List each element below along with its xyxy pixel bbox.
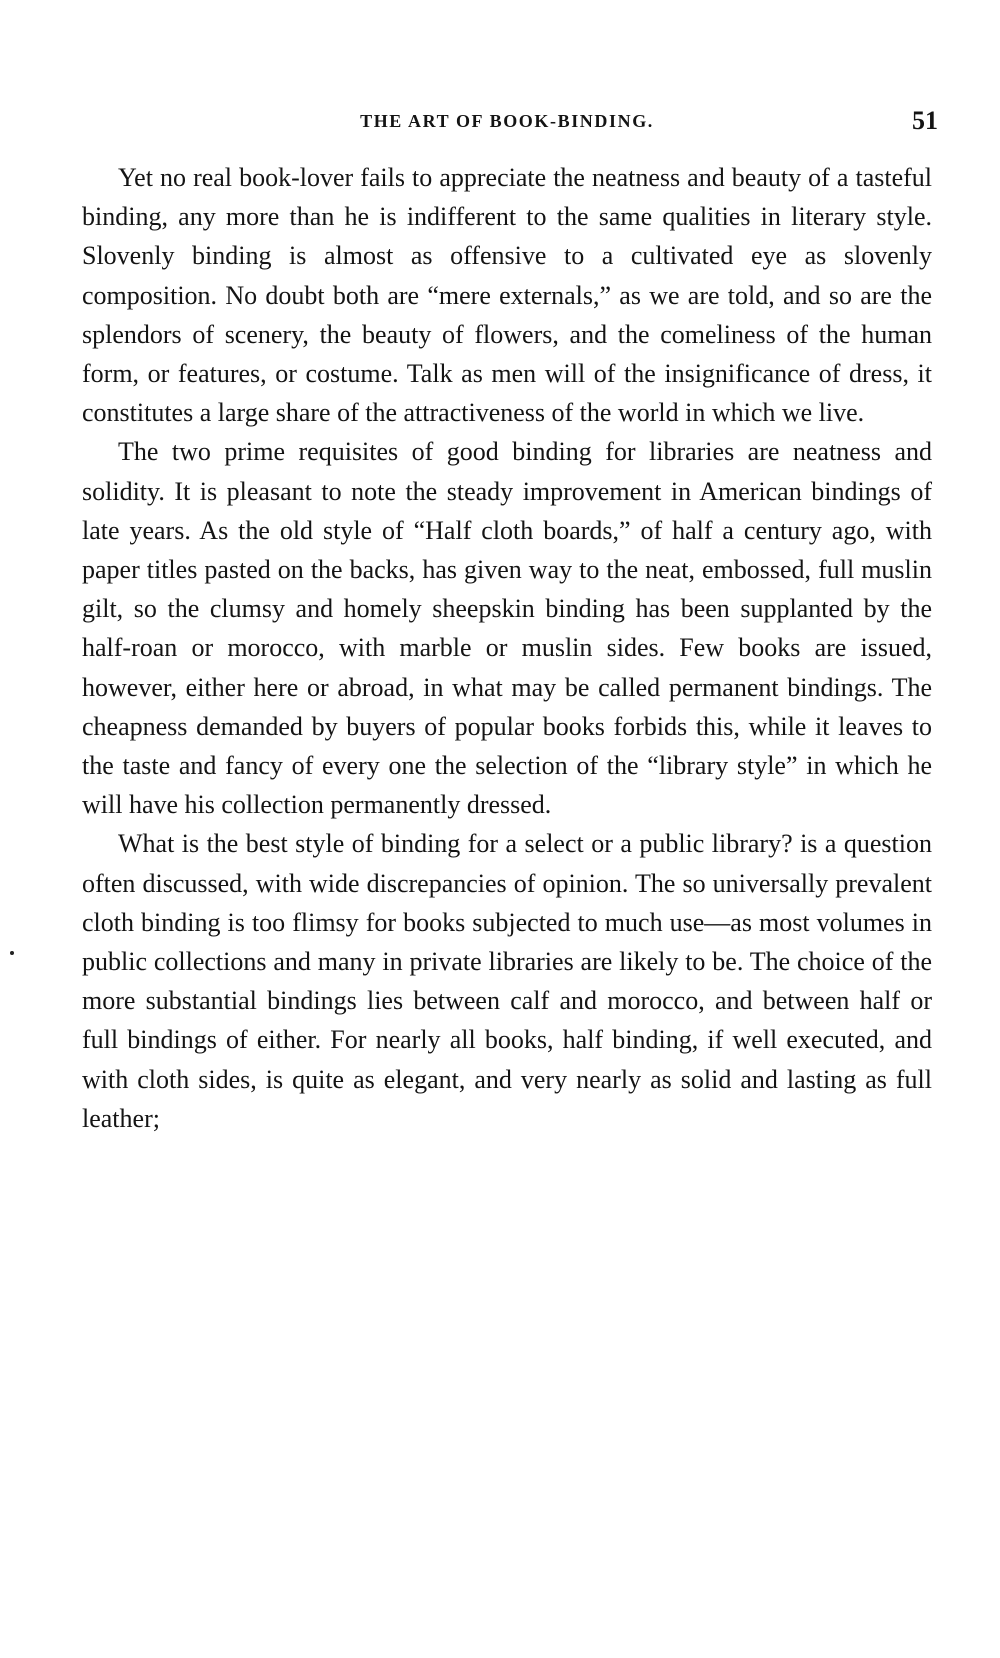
page-number: 51 — [912, 106, 938, 135]
running-head — [82, 104, 938, 138]
paragraph-3: What is the best style of binding for a select or a public library? is a question often discussed, with wide discrepancies of opinion. The so universally prevalent cloth binding is too flimsy for books subjected to much use—as most volumes in public collections and many in private libraries are likely to be. The choice of the more substantial bindings lies between calf and morocco, and between half or full bindings of either. For nearly all books, half binding, if well executed, and with cloth sides, is quite as elegant, and very nearly as solid and lasting as full leather; — [82, 829, 932, 1133]
paragraph-1: Yet no real book-lover fails to appreciate the neatness and beauty of a tasteful binding, any more than he is indifferent to the same qualities in literary style. Slovenly binding is almost as offensive to a cultivated eye as slovenly composition. No doubt both are “mere externals,” as we are told, and so are the splendors of scenery, the beauty of flowers, and the comeliness of the human form, or features, or costume. Talk as men will of the insignificance of dress, it constitutes a large share of the attractiveness of the world in which we live. — [82, 163, 932, 428]
running-title: THE ART OF BOOK-BINDING. — [360, 111, 654, 131]
paragraph-2: The two prime requisites of good binding for libraries are neatness and solidity. It is pleasant to note the steady improvement in American bindings of late years. As the old style of “Half cloth boards,” of half a century ago, with paper titles pasted on the backs, has given way to the neat, embossed, full muslin gilt, so the clumsy and homely sheepskin binding has been supplanted by the half-roan or morocco, with marble or muslin sides. Few books are issued, however, either here or abroad, in what may be called permanent bindings. The cheapness demanded by buyers of popular books forbids this, while it leaves to the taste and fancy of every one the selection of the “library style” in which he will have his collection permanently dressed. — [82, 437, 932, 820]
stray-ink-mark — [10, 951, 14, 955]
body-text — [82, 158, 932, 1138]
